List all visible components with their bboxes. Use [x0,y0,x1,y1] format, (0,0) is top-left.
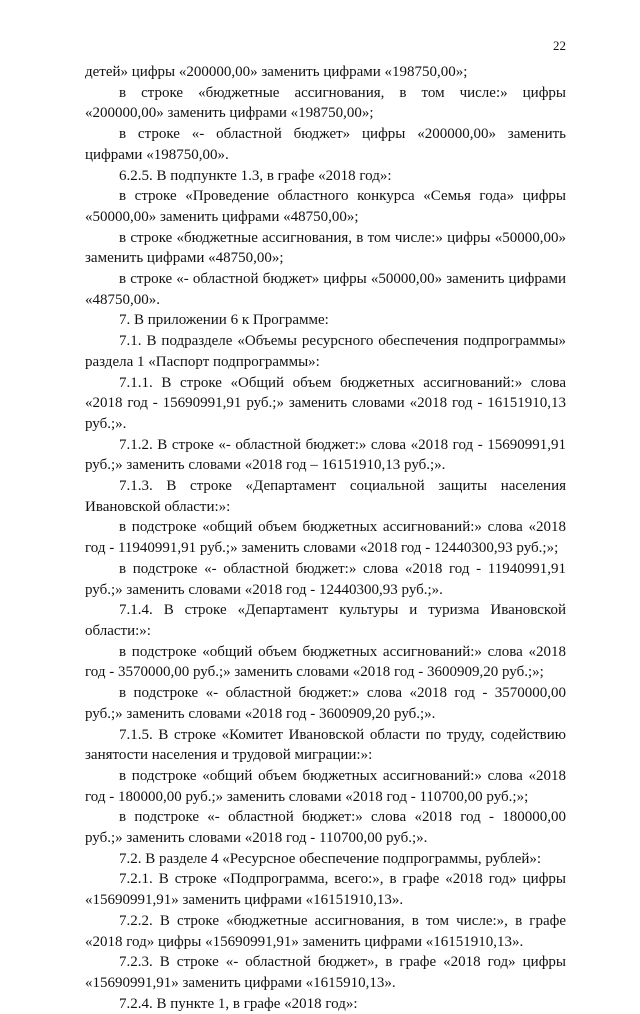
paragraph: в подстроке «- областной бюджет:» слова «2018 год - 3570000,00 руб.;» заменить словами «2018 год - 3600909,20 руб.;». [85,685,566,722]
paragraph: в подстроке «общий объем бюджетных ассигнований:» слова «2018 год - 11940991,91 руб.;» заменить словами «2018 год - 12440300,93 руб.;»; [85,519,566,557]
paragraph: в подстроке «- областной бюджет:» слова «2018 год - 180000,00 руб.;» заменить словами «2018 год - 110700,00 руб.;». [85,809,566,847]
paragraph: 7.1.2. В строке «- областной бюджет:» слова «2018 год - 15690991,91 руб.;» заменить словами «2018 год – 16151910,13 руб.;». [85,436,566,474]
paragraph: 7.2.3. В строке «- областной бюджет», в графе «2018 год» цифры «15690991,91» заменить цифрами «1615910,13». [85,954,566,991]
paragraph: в подстроке «общий объем бюджетных ассигнований:» слова «2018 год - 3570000,00 руб.;» заменить словами «2018 год - 3600909,20 руб.;»; [85,643,566,681]
paragraph: 7.2. В разделе 4 «Ресурсное обеспечение подпрограммы, рублей»: [119,850,542,867]
paragraph: 7.1.1. В строке «Общий объем бюджетных ассигнований:» слова «2018 год - 15690991,91 руб.;» заменить словами «2018 год - 16151910,13 руб.;». [85,374,566,432]
page-number: 22 [553,38,566,53]
paragraph: 7.2.2. В строке «бюджетные ассигнования, в том числе:», в графе «2018 год» цифры «15690991,91» заменить цифрами «16151910,13». [85,912,566,950]
paragraph: 7. В приложении 6 к Программе: [119,312,329,329]
paragraph: 7.2.4. В пункте 1, в графе «2018 год»: [119,995,358,1012]
paragraph: детей» цифры «200000,00» заменить цифрами «198750,00»; [85,64,468,80]
paragraph: в строке «- областной бюджет» цифры «50000,00» заменить цифрами «48750,00». [85,271,566,308]
paragraph: в строке «бюджетные ассигнования, в том числе:» цифры «50000,00» заменить цифрами «48750,00»; [85,229,566,267]
paragraph: 6.2.5. В подпункте 1.3, в графе «2018 год»: [119,167,392,184]
paragraph: в подстроке «- областной бюджет:» слова «2018 год - 11940991,91 руб.;» заменить словами «2018 год - 12440300,93 руб.;». [85,560,566,598]
paragraph: в строке «- областной бюджет» цифры «200000,00» заменить цифрами «198750,00». [85,126,566,163]
paragraph: в строке «бюджетные ассигнования, в том числе:» цифры «200000,00» заменить цифрами «198750,00»; [85,84,566,122]
paragraph: в подстроке «общий объем бюджетных ассигнований:» слова «2018 год - 180000,00 руб.;» заменить словами «2018 год - 110700,00 руб.;»; [85,767,566,805]
paragraph: 7.1.5. В строке «Комитет Ивановской области по труду, содействию занятости населения и трудовой миграции:»: [85,726,566,764]
paragraph: 7.1.4. В строке «Департамент культуры и туризма Ивановской области:»: [85,602,566,639]
paragraph: 7.1.3. В строке «Департамент социальной защиты населения Ивановской области:»: [85,478,566,515]
paragraph: в строке «Проведение областного конкурса «Семья года» цифры «50000,00» заменить цифрами «48750,00»; [85,188,566,225]
document-body [85,62,566,1014]
paragraph: 7.2.1. В строке «Подпрограмма, всего:», в графе «2018 год» цифры «15690991,91» заменить цифрами «16151910,13». [85,871,566,909]
paragraph: 7.1. В подразделе «Объемы ресурсного обеспечения подпрограммы» раздела 1 «Паспорт подпрограммы»: [85,333,566,370]
